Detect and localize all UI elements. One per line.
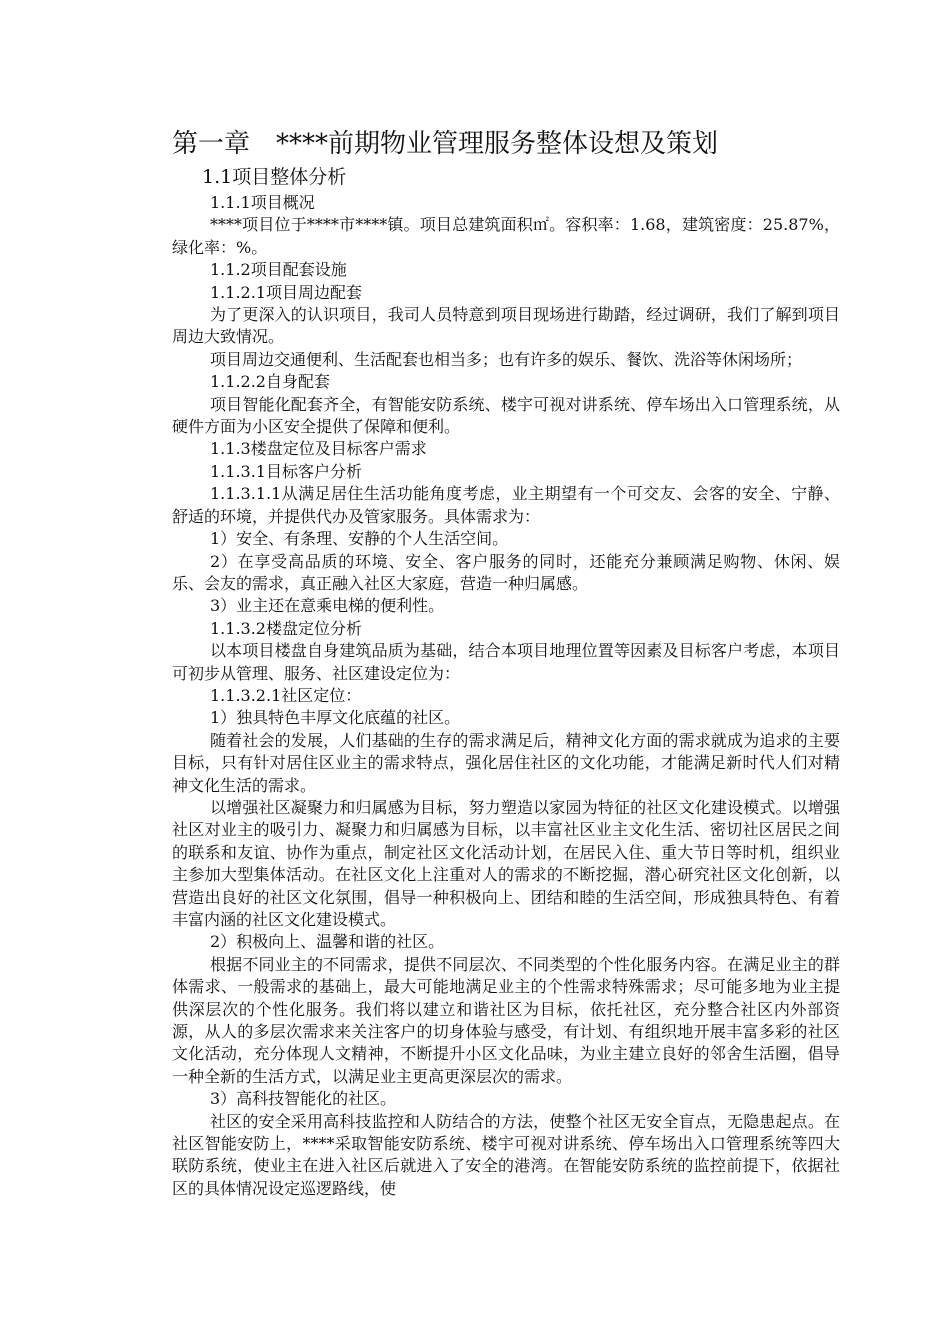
body-paragraph: 为了更深入的认识项目，我司人员特意到项目现场进行勘踏，经过调研，我们了解到项目周边大致情况。 [172,305,840,347]
body-paragraph: 以增强社区凝聚力和归属感为目标，努力塑造以家园为特征的社区文化建设模式。以增强社区对业主的吸引力、凝聚力和归属感为目标，以丰富社区业主文化生活、密切社区居民之间的联系和友谊、协作为重点，制定社区文化活动计划，在居民入住、重大节日等时机，组织业主参加大型集体活动。在社区文化上注重对人的需求的不断挖掘，潜心研究社区文化创新，以营造出良好的社区文化氛围，倡导一种积极向上、团结和睦的生活空间，形成独具特色、有着丰富内涵的社区文化建设模式。 [172,797,840,929]
chapter-title: 第一章 ****前期物业管理服务整体设想及策划 [172,129,719,159]
body-paragraph: 1）独具特色丰厚文化底蕴的社区。 [210,708,461,728]
document-body [172,192,840,1200]
body-paragraph: 1.1.3.1.1从满足居住生活功能角度考虑，业主期望有一个可交友、会客的安全、宁静、舒适的环境，并提供代办及管家服务。具体需求为： [172,484,840,526]
body-paragraph: 随着社会的发展，人们基础的生存的需求满足后，精神文化方面的需求就成为追求的主要目标，只有针对居住区业主的需求特点，强化居住社区的文化功能，才能满足新时代人们对精神文化生活的需求。 [172,730,840,795]
section-heading: 1.1.3.2.1社区定位： [210,685,362,705]
section-heading: 1.1.3楼盘定位及目标客户需求 [210,439,427,459]
body-paragraph: 2）在享受高品质的环境、安全、客户服务的同时，还能充分兼顾满足购物、休闲、娱乐、会友的需求，真正融入社区大家庭，营造一种归属感。 [172,551,840,593]
section-heading: 1.1.2.2自身配套 [210,372,330,392]
body-paragraph: 3）高科技智能化的社区。 [210,1089,397,1109]
body-paragraph: 以本项目楼盘自身建筑品质为基础，结合本项目地理位置等因素及目标客户考虑，本项目可初步从管理、服务、社区建设定位为： [172,641,840,683]
body-paragraph: 项目周边交通便利、生活配套也相当多；也有许多的娱乐、餐饮、洗浴等休闲场所； [210,349,803,369]
body-paragraph: 3）业主还在意乘电梯的便利性。 [210,596,445,616]
body-paragraph: 社区的安全采用高科技监控和人防结合的方法，使整个社区无安全盲点，无隐患起点。在社区智能安防上，****采取智能安防系统、楼宇可视对讲系统、停车场出入口管理系统等四大联防系统，使业主在进入社区后就进入了安全的港湾。在智能安防系统的监控前提下，依据社区的具体情况设定巡逻路线，使 [172,1111,840,1198]
body-paragraph: 2）积极向上、温馨和谐的社区。 [210,932,445,952]
section-heading: 1.1.2项目配套设施 [210,260,347,280]
section-heading: 1.1.1项目概况 [210,193,315,212]
body-paragraph: 项目智能化配套齐全，有智能安防系统、楼宇可视对讲系统、停车场出入口管理系统，从硬件方面为小区安全提供了保障和便利。 [172,394,840,437]
section-heading: 1.1.3.2楼盘定位分析 [210,618,362,638]
section-title: 1.1项目整体分析 [202,166,347,188]
body-paragraph: ****项目位于****市****镇。项目总建筑面积㎡。容积率：1.68，建筑密度：25.87%，绿化率：%。 [172,215,840,257]
section-heading: 1.1.2.1项目周边配套 [210,282,362,302]
body-paragraph: 1）安全、有条理、安静的个人生活空间。 [210,529,509,549]
body-paragraph: 根据不同业主的不同需求，提供不同层次、不同类型的个性化服务内容。在满足业主的群体需求、一般需求的基础上，最大可能地满足业主的个性需求特殊需求；尽可能多地为业主提供深层次的个性化服务。我们将以建立和谐社区为目标，依托社区，充分整合社区内外部资源，从人的多层次需求来关注客户的切身体验与感受，有计划、有组织地开展丰富多彩的社区文化活动，充分体现人文精神，不断提升小区文化品味，为业主建立良好的邻舍生活圈，倡导一种全新的生活方式，以满足业主更高更深层次的需求。 [172,954,840,1086]
document-page [172,126,840,1200]
section-heading: 1.1.3.1目标客户分析 [210,461,362,481]
